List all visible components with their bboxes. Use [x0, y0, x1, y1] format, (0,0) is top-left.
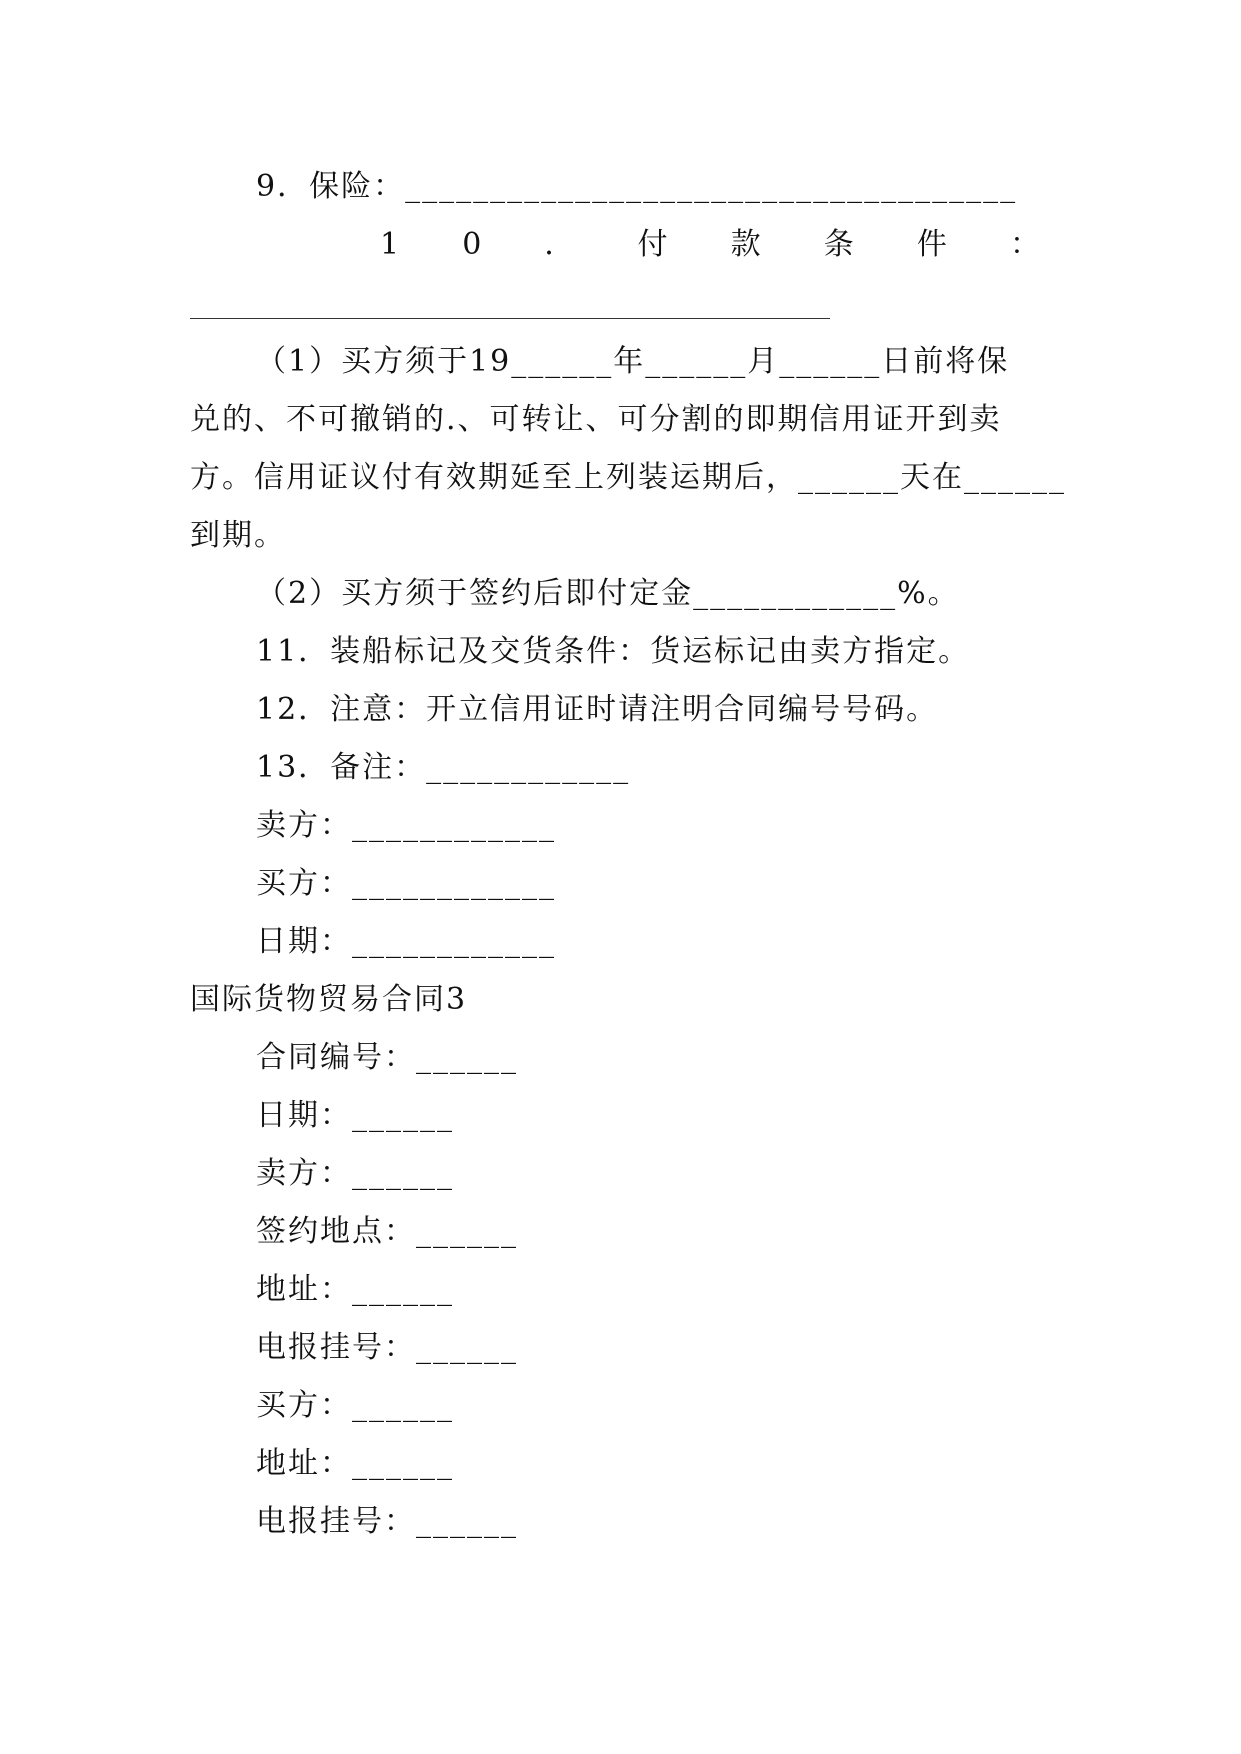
payment-terms-heading	[380, 225, 1040, 265]
heading-char: 件	[916, 227, 947, 262]
date-signature: 日期：____________	[256, 924, 556, 959]
payment-terms-blank-line	[190, 318, 830, 319]
seller-field: 卖方：______	[256, 1156, 454, 1191]
heading-char: 付	[637, 227, 668, 262]
buyer-signature: 买方：____________	[256, 866, 556, 901]
heading-char: 款	[730, 227, 761, 262]
heading-char: 1	[380, 227, 400, 262]
heading-char: ：	[1009, 227, 1040, 262]
insurance-clause: 9．保险：____________________________________	[256, 169, 1018, 204]
signing-place-field: 签约地点：______	[256, 1214, 518, 1249]
payment-clause-2: （2）买方须于签约后即付定金____________%。	[256, 576, 960, 611]
seller-address-field: 地址：______	[256, 1272, 454, 1307]
payment-clause-1-line-1: （1）买方须于19______年______月______日前将保	[256, 344, 1010, 379]
heading-char: ．	[544, 227, 575, 262]
notice-clause: 12．注意：开立信用证时请注明合同编号号码。	[256, 692, 939, 727]
payment-clause-1-line-4: 到期。	[190, 518, 286, 553]
buyer-field: 买方：______	[256, 1388, 454, 1423]
payment-clause-1-line-2: 兑的、不可撤销的.、可转让、可分割的即期信用证开到卖	[190, 402, 1002, 437]
payment-clause-1-line-3: 方。信用证议付有效期延至上列装运期后，______天在______	[190, 460, 1066, 495]
shipping-marks-clause: 11．装船标记及交货条件：货运标记由卖方指定。	[256, 634, 971, 669]
buyer-address-field: 地址：______	[256, 1446, 454, 1481]
seller-signature: 卖方：____________	[256, 808, 556, 843]
heading-char: 0	[462, 227, 482, 262]
contract-title: 国际货物贸易合同3	[190, 982, 468, 1017]
remarks-clause: 13．备注：____________	[256, 750, 631, 785]
date-field: 日期：______	[256, 1098, 454, 1133]
heading-char: 条	[823, 227, 854, 262]
buyer-cable-field: 电报挂号：______	[256, 1504, 518, 1539]
seller-cable-field: 电报挂号：______	[256, 1330, 518, 1365]
contract-number-field: 合同编号：______	[256, 1040, 518, 1075]
